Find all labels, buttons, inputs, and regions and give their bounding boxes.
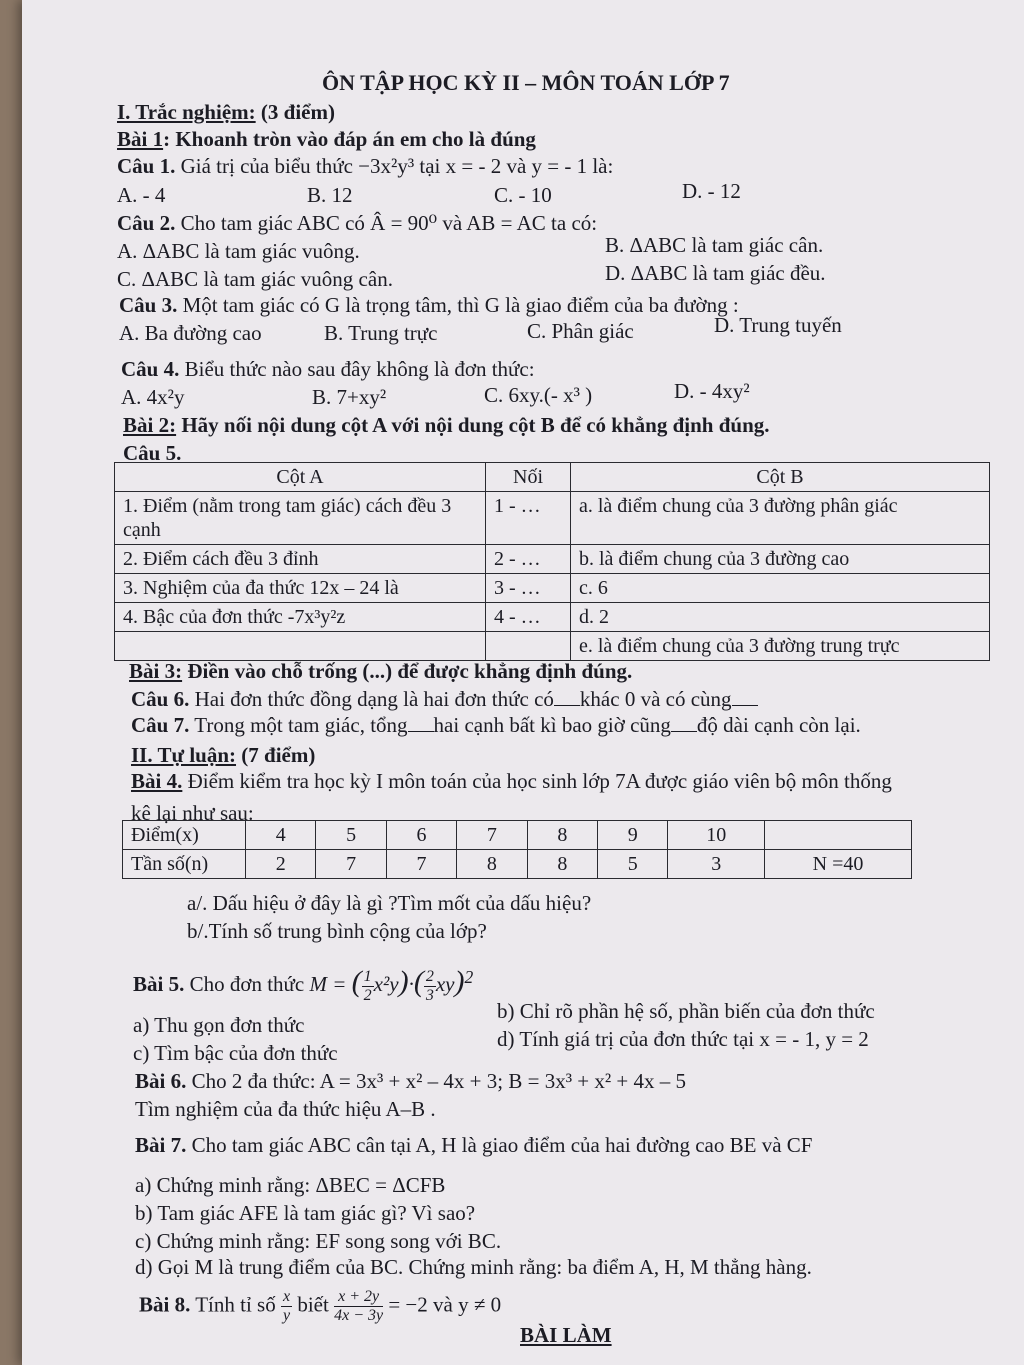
- bai8-question: [139, 1288, 501, 1325]
- bai7-question-b: b) Tam giác AFE là tam giác gì? Vì sao?: [135, 1201, 476, 1225]
- expression-fraction: $\frac{x + 2y}{4x - 3y}$: [334, 1288, 384, 1324]
- table-cell: 4: [246, 821, 316, 850]
- part1-label: I. Trắc nghiệm:: [117, 100, 256, 124]
- cau3-option-b: B. Trung trực: [324, 321, 438, 345]
- bai6-label: Bài 6.: [135, 1069, 187, 1093]
- col-b-cell: a. là điểm chung của 3 đường phân giác: [571, 492, 990, 545]
- cau4-option-d: D. - 4xy²: [674, 379, 750, 403]
- col-b-cell: d. 2: [571, 603, 990, 632]
- part1-heading: [117, 99, 335, 125]
- cau4-label: Câu 4.: [121, 357, 180, 381]
- frequency-table: [122, 820, 912, 879]
- bai8-text-2: biết: [297, 1292, 329, 1317]
- bai8-text-1: Tính tỉ số: [195, 1292, 276, 1317]
- part2-points: (7 điểm): [241, 743, 316, 767]
- bai6-text: Cho 2 đa thức: A = 3x³ + x² – 4x + 3; B = 3x³ + x² + 4x – 5: [191, 1069, 686, 1093]
- col-a-cell: 3. Nghiệm của đa thức 12x – 24 là: [115, 574, 486, 603]
- cau4-option-a: A. 4x²y: [121, 385, 185, 409]
- part2-label: II. Tự luận:: [131, 743, 237, 767]
- table-cell: 8: [527, 821, 597, 850]
- bai4-text: Điểm kiểm tra học kỳ I môn toán của học sinh lớp 7A được giáo viên bộ môn thống: [187, 769, 892, 793]
- cau3-option-a: A. Ba đường cao: [119, 321, 262, 345]
- cau4-text: Biểu thức nào sau đây không là đơn thức:: [184, 357, 535, 381]
- cau2-label: Câu 2.: [117, 211, 176, 235]
- table-cell: 7: [386, 850, 456, 879]
- cau1-option-d: D. - 12: [682, 179, 741, 203]
- join-cell: 1 - …: [486, 492, 571, 545]
- bai3-text: Điền vào chỗ trống (...) để được khẳng định đúng.: [187, 659, 633, 683]
- cau1-label: Câu 1.: [117, 154, 176, 178]
- table-cell: 2: [246, 850, 316, 879]
- fill-blank[interactable]: [408, 731, 434, 732]
- ratio-fraction: $\frac{x}{y}$: [282, 1288, 291, 1324]
- cau2-option-c: C. ΔABC là tam giác vuông cân.: [117, 267, 393, 291]
- cau4-question: [121, 356, 535, 382]
- join-cell: 2 - …: [486, 545, 571, 574]
- match-table-header: [115, 463, 990, 492]
- cau1-text: Giá trị của biểu thức −3x²y³ tại x = - 2 và y = - 1 là:: [180, 154, 614, 178]
- bai4-question: [131, 768, 892, 794]
- col-b-cell: b. là điểm chung của 3 đường cao: [571, 545, 990, 574]
- bai3-label: Bài 3:: [129, 659, 183, 683]
- cau2-option-a: A. ΔABC là tam giác vuông.: [117, 239, 360, 263]
- cau6-text-1: Hai đơn thức đồng dạng là hai đơn thức có: [194, 687, 554, 711]
- table-row: [115, 492, 990, 545]
- table-row: [123, 821, 912, 850]
- cau3-option-c: C. Phân giác: [527, 319, 634, 343]
- bai4-label: Bài 4.: [131, 769, 183, 793]
- join-cell: 3 - …: [486, 574, 571, 603]
- join-cell: [486, 632, 571, 661]
- cau2-question: [117, 210, 597, 236]
- cau3-question: [119, 292, 739, 318]
- table-cell: 3: [668, 850, 765, 879]
- col-a-cell: 1. Điểm (nằm trong tam giác) cách đều 3 cạnh: [115, 492, 486, 545]
- fill-blank[interactable]: [671, 731, 697, 732]
- bai1-label: Bài 1: [117, 127, 164, 151]
- bai3-heading: [129, 658, 632, 684]
- col-b-header: Cột B: [571, 463, 990, 492]
- bai7-question-a: a) Chứng minh rằng: ΔBEC = ΔCFB: [135, 1173, 446, 1197]
- cau1-option-c: C. - 10: [494, 183, 552, 207]
- table-cell: 5: [316, 821, 386, 850]
- bai4-text-cont: kê lại như sau:: [131, 801, 254, 825]
- bai1-heading: [117, 126, 536, 152]
- part1-points: (3 điểm): [260, 100, 335, 124]
- match-table: [114, 462, 990, 661]
- table-row: [115, 545, 990, 574]
- bai7-question-c: c) Chứng minh rằng: EF song song với BC.: [135, 1229, 502, 1253]
- fill-blank[interactable]: [732, 705, 758, 706]
- join-cell: 4 - …: [486, 603, 571, 632]
- table-cell: N =40: [765, 850, 912, 879]
- bai4-question-b: b/.Tính số trung bình cộng của lớp?: [187, 919, 487, 943]
- cau1-question: [117, 153, 613, 179]
- cau2-text: Cho tam giác ABC có Â = 90⁰ và AB = AC ta có:: [180, 211, 598, 235]
- table-cell: 5: [598, 850, 668, 879]
- cau3-label: Câu 3.: [119, 293, 178, 317]
- cau6-text-2: khác 0 và có cùng: [579, 687, 732, 711]
- col-a-cell: 4. Bậc của đơn thức -7x³y²z: [115, 603, 486, 632]
- col-a-header: Cột A: [115, 463, 486, 492]
- bai1-text: : Khoanh tròn vào đáp án em cho là đúng: [163, 127, 536, 151]
- bai6-subquestion: Tìm nghiệm của đa thức hiệu A–B .: [135, 1097, 436, 1121]
- row-header: Điểm(x): [123, 821, 246, 850]
- table-cell: [765, 821, 912, 850]
- cau3-text: Một tam giác có G là trọng tâm, thì G là giao điểm của ba đường :: [182, 293, 739, 317]
- bai5-question-d: d) Tính giá trị của đơn thức tại x = - 1, y = 2: [497, 1027, 869, 1051]
- bai5-label: Bài 5.: [133, 972, 185, 996]
- bai5-question-c: c) Tìm bậc của đơn thức: [133, 1041, 338, 1065]
- page-title: ÔN TẬP HỌC KỲ II – MÔN TOÁN LỚP 7: [322, 70, 730, 95]
- bai5-question-a: a) Thu gọn đơn thức: [133, 1013, 305, 1037]
- exam-paper: [22, 0, 1024, 1365]
- cau7-label: Câu 7.: [131, 713, 190, 737]
- cau5-label: Câu 5.: [123, 441, 182, 465]
- bai7-text: Cho tam giác ABC cân tại A, H là giao điểm của hai đường cao BE và CF: [191, 1133, 813, 1157]
- fill-blank[interactable]: [554, 705, 580, 706]
- cau7-text-3: độ dài cạnh còn lại.: [696, 713, 861, 737]
- table-cell: 8: [457, 850, 527, 879]
- cau1-option-b: B. 12: [307, 183, 353, 207]
- bai7-question: [135, 1132, 812, 1158]
- table-cell: 10: [668, 821, 765, 850]
- cau6-label: Câu 6.: [131, 687, 190, 711]
- table-cell: 7: [316, 850, 386, 879]
- cau4-option-c: C. 6xy.(- x³ ): [484, 383, 593, 407]
- cau2-option-b: B. ΔABC là tam giác cân.: [605, 233, 824, 257]
- bai2-text: Hãy nối nội dung cột A với nội dung cột B để có khẳng định đúng.: [181, 413, 770, 437]
- table-cell: 9: [598, 821, 668, 850]
- row-header: Tần số(n): [123, 850, 246, 879]
- bai8-text-3: = −2 và y ≠ 0: [388, 1292, 502, 1317]
- bai5-question-b: b) Chỉ rõ phần hệ số, phần biến của đơn thức: [497, 999, 875, 1023]
- cau1-option-a: A. - 4: [117, 183, 166, 207]
- cau3-option-d: D. Trung tuyến: [714, 313, 842, 337]
- part2-heading: [131, 742, 315, 768]
- table-cell: 7: [457, 821, 527, 850]
- table-row: [115, 632, 990, 661]
- bai5-formula: M = ( $\frac{1}{2}$ x²y)·( $\frac{2}{3}$ xy)$^2$: [309, 965, 474, 1004]
- table-row: [123, 850, 912, 879]
- bai7-question-d: d) Gọi M là trung điểm của BC. Chứng minh rằng: ba điểm A, H, M thẳng hàng.: [135, 1255, 812, 1279]
- bai7-label: Bài 7.: [135, 1133, 187, 1157]
- table-cell: 8: [527, 850, 597, 879]
- table-row: [115, 574, 990, 603]
- col-b-cell: c. 6: [571, 574, 990, 603]
- bai2-heading: [123, 412, 770, 438]
- cau7-text-1: Trong một tam giác, tổng: [194, 713, 408, 737]
- cau7-text-2: hai cạnh bất kì bao giờ cũng: [433, 713, 671, 737]
- bai6-question: [135, 1068, 686, 1094]
- bai4-question-a: a/. Dấu hiệu ở đây là gì ?Tìm mốt của dấu hiệu?: [187, 891, 592, 915]
- bai5-question: [133, 964, 473, 1005]
- answer-section-title: BÀI LÀM: [520, 1323, 612, 1347]
- cau7-question: [131, 712, 861, 738]
- bai5-text: Cho đơn thức: [189, 972, 305, 996]
- cau2-option-d: D. ΔABC là tam giác đều.: [605, 261, 826, 285]
- bai8-label: Bài 8.: [139, 1292, 191, 1317]
- cau6-question: [131, 686, 758, 712]
- col-a-cell: 2. Điểm cách đều 3 đỉnh: [115, 545, 486, 574]
- col-a-cell: [115, 632, 486, 661]
- bai2-label: Bài 2:: [123, 413, 177, 437]
- cau4-option-b: B. 7+xy²: [312, 385, 387, 409]
- col-join-header: Nối: [486, 463, 571, 492]
- table-cell: 6: [386, 821, 456, 850]
- table-row: [115, 603, 990, 632]
- col-b-cell: e. là điểm chung của 3 đường trung trực: [571, 632, 990, 661]
